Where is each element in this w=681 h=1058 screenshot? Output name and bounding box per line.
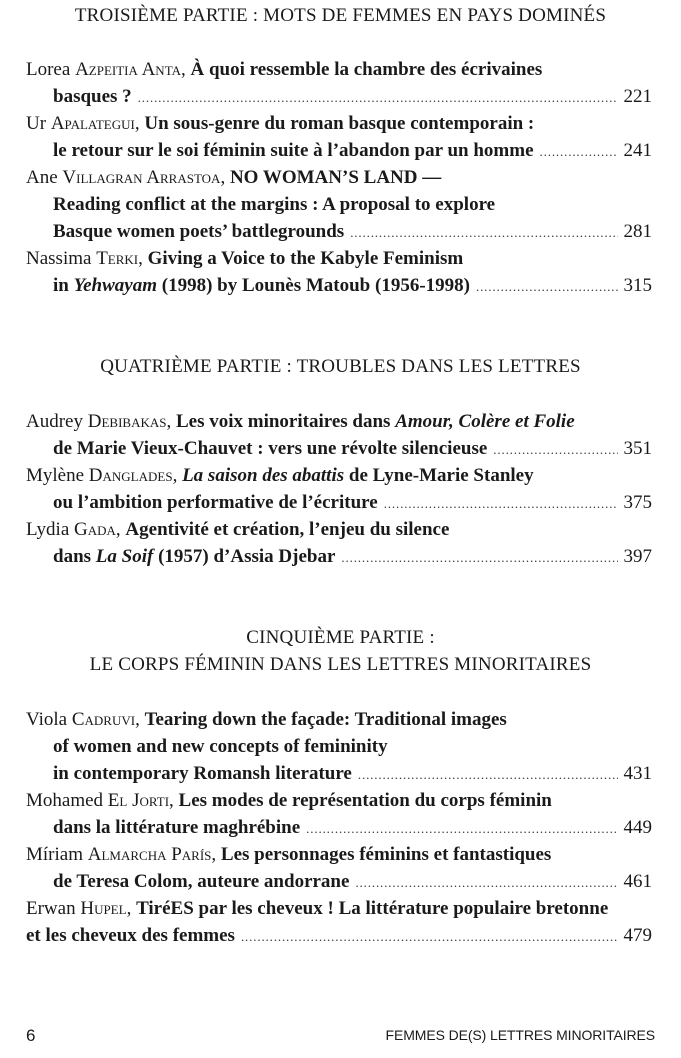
toc-entry-line: Lorea Azpeitia Anta, À quoi ressemble la chambre des écrivaines: [26, 59, 543, 80]
entry-title: in contemporary Romansh literature: [53, 763, 352, 784]
author-surname: Almarcha París: [87, 844, 212, 865]
entry-title: Agentivité et création, l’enjeu du silence: [125, 519, 450, 540]
entry-title: Un sous-genre du roman basque contemporain :: [144, 113, 535, 134]
toc-entry-line: Míriam Almarcha París, Les personnages féminins et fantastiques: [26, 844, 552, 865]
entry-title: (1998) by Lounès Matoub (1956-1998): [161, 275, 470, 296]
toc-entry-line: Ane Villagran Arrastoa, NO WOMAN’S LAND —: [26, 167, 442, 188]
author-surname: El Jorti: [107, 790, 170, 811]
entry-title: Giving a Voice to the Kabyle Feminism: [147, 248, 464, 269]
dot-leader: [384, 490, 618, 517]
section-heading-part3: TROISIÈME PARTIE : MOTS DE FEMMES EN PAYS DOMINÉS: [74, 5, 607, 26]
toc-entry-line: Erwan Hupel, TiréES par les cheveux ! La littérature populaire bretonne: [26, 898, 609, 919]
toc-entry-line: Ur Apalategui, Un sous-genre du roman basque contemporain :: [26, 113, 535, 134]
toc-entry-line: [26, 137, 652, 164]
author-surname: Danglades: [88, 465, 173, 486]
section-heading-part5-line2: LE CORPS FÉMININ DANS LES LETTRES MINORITAIRES: [89, 654, 592, 675]
author-firstname: Lorea: [26, 59, 71, 80]
author-surname: Terki: [96, 248, 139, 269]
dot-leader: [358, 761, 618, 788]
dot-leader: [493, 436, 617, 463]
entry-title: À quoi ressemble la chambre des écrivaines: [190, 59, 543, 80]
toc-entry-line: [26, 814, 652, 841]
toc-entry-line: [26, 272, 652, 299]
entry-title: basques ?: [53, 86, 132, 107]
page-number: 479: [623, 925, 652, 946]
dot-leader: [241, 923, 618, 950]
author-surname: Gada: [74, 519, 116, 540]
author-firstname: Audrey: [26, 411, 83, 432]
toc-entry-line: [26, 218, 652, 245]
author-firstname: Mylène: [26, 465, 85, 486]
dot-leader: [476, 273, 618, 300]
entry-title: in: [53, 275, 69, 296]
page-number: 431: [623, 763, 652, 784]
entry-title: de Marie Vieux-Chauvet : vers une révolte silencieuse: [53, 438, 488, 459]
toc-entry-almarcha[interactable]: [26, 841, 652, 895]
toc-entry-line: [26, 435, 652, 462]
toc-entry-line: [26, 922, 652, 949]
toc-entry-line: Mohamed El Jorti, Les modes de représentation du corps féminin: [26, 790, 552, 811]
author-firstname: Nassima: [26, 248, 92, 269]
entry-title: Basque women poets’ battlegrounds: [53, 221, 345, 242]
entry-title: NO WOMAN’S LAND —: [229, 167, 442, 188]
toc-entry-terki[interactable]: [26, 245, 652, 299]
toc-entry-line: Mylène Danglades, La saison des abattis de Lyne-Marie Stanley: [26, 465, 534, 486]
toc-entry-line: [26, 733, 652, 760]
author-firstname: Lydia: [26, 519, 70, 540]
page-number: 449: [623, 817, 652, 838]
page-number: 397: [623, 546, 652, 567]
entry-title-italic: Yehwayam: [73, 275, 157, 296]
entry-title: le retour sur le soi féminin suite à l’abandon par un homme: [53, 140, 534, 161]
author-surname: Hupel: [80, 898, 127, 919]
toc-entry-villagran[interactable]: [26, 164, 652, 245]
page-number: 241: [623, 140, 652, 161]
entry-title: TiréES par les cheveux ! La littérature populaire bretonne: [136, 898, 609, 919]
page-number: 315: [623, 275, 652, 296]
toc-entry-debibakas[interactable]: [26, 408, 652, 462]
entry-title: Les modes de représentation du corps féminin: [178, 790, 552, 811]
toc-entry-azpeitia[interactable]: [26, 56, 652, 110]
entry-title: Les voix minoritaires dans: [175, 411, 391, 432]
entry-title-italic: La saison des abattis: [182, 465, 345, 486]
author-surname: Debibakas: [87, 411, 167, 432]
entry-title: Les personnages féminins et fantastiques: [220, 844, 552, 865]
entry-title: dans: [53, 546, 92, 567]
toc-entry-line: [26, 868, 652, 895]
author-firstname: Ane: [26, 167, 58, 188]
author-firstname: Viola: [26, 709, 68, 730]
toc-entry-line: [26, 760, 652, 787]
entry-title: dans la littérature maghrébine: [53, 817, 301, 838]
dot-leader: [138, 84, 618, 111]
page-number: 221: [623, 86, 652, 107]
toc-entry-apalategui[interactable]: [26, 110, 652, 164]
toc-entry-line: [26, 83, 652, 110]
dot-leader: [306, 815, 617, 842]
toc-entry-line: [26, 489, 652, 516]
toc-entry-line: Nassima Terki, Giving a Voice to the Kabyle Feminism: [26, 248, 464, 269]
toc-entry-line: [26, 191, 652, 218]
footer-page-number: 6: [26, 1026, 36, 1045]
author-firstname: Ur: [26, 113, 47, 134]
toc-entry-el-jorti[interactable]: [26, 787, 652, 841]
section-heading-part4: QUATRIÈME PARTIE : TROUBLES DANS LES LETTRES: [100, 356, 581, 377]
entry-title: (1957) d’Assia Djebar: [158, 546, 336, 567]
entry-title: Tearing down the façade: Traditional images: [144, 709, 507, 730]
author-firstname: Míriam: [26, 844, 83, 865]
author-surname: Villagran Arrastoa: [62, 167, 221, 188]
page-number: 351: [623, 438, 652, 459]
section-heading-part5-line1: CINQUIÈME PARTIE :: [246, 627, 435, 648]
toc-entry-line: [26, 543, 652, 570]
footer-book-title: FEMMES DE(S) LETTRES MINORITAIRES: [385, 1027, 655, 1043]
dot-leader: [355, 869, 617, 896]
entry-title: et les cheveux des femmes: [26, 925, 235, 946]
page-number: 461: [623, 871, 652, 892]
entry-title: Reading conflict at the margins : A proposal to explore: [53, 194, 496, 215]
entry-title-italic: Amour, Colère et Folie: [395, 411, 575, 432]
toc-entry-gada[interactable]: [26, 516, 652, 570]
author-firstname: Erwan: [26, 898, 76, 919]
author-surname: Cadruvi: [71, 709, 136, 730]
entry-title: de Lyne-Marie Stanley: [348, 465, 534, 486]
toc-entry-hupel[interactable]: [26, 895, 652, 949]
dot-leader: [350, 219, 617, 246]
toc-entry-cadruvi[interactable]: [26, 706, 652, 787]
entry-title: ou l’ambition performative de l’écriture: [53, 492, 378, 513]
dot-leader: [341, 544, 617, 571]
toc-entry-danglades[interactable]: [26, 462, 652, 516]
toc-entry-line: Lydia Gada, Agentivité et création, l’enjeu du silence: [26, 519, 450, 540]
page-number: 375: [623, 492, 652, 513]
author-surname: Azpeitia Anta: [75, 59, 181, 80]
entry-title: of women and new concepts of femininity: [53, 736, 388, 757]
author-surname: Apalategui: [50, 113, 135, 134]
author-firstname: Mohamed: [26, 790, 104, 811]
dot-leader: [540, 138, 618, 165]
toc-entry-line: Viola Cadruvi, Tearing down the façade: Traditional images: [26, 709, 507, 730]
entry-title: de Teresa Colom, auteure andorrane: [53, 871, 350, 892]
page-number: 281: [623, 221, 652, 242]
entry-title-italic: La Soif: [95, 546, 154, 567]
toc-entry-line: Audrey Debibakas, Les voix minoritaires dans Amour, Colère et Folie: [26, 411, 575, 432]
